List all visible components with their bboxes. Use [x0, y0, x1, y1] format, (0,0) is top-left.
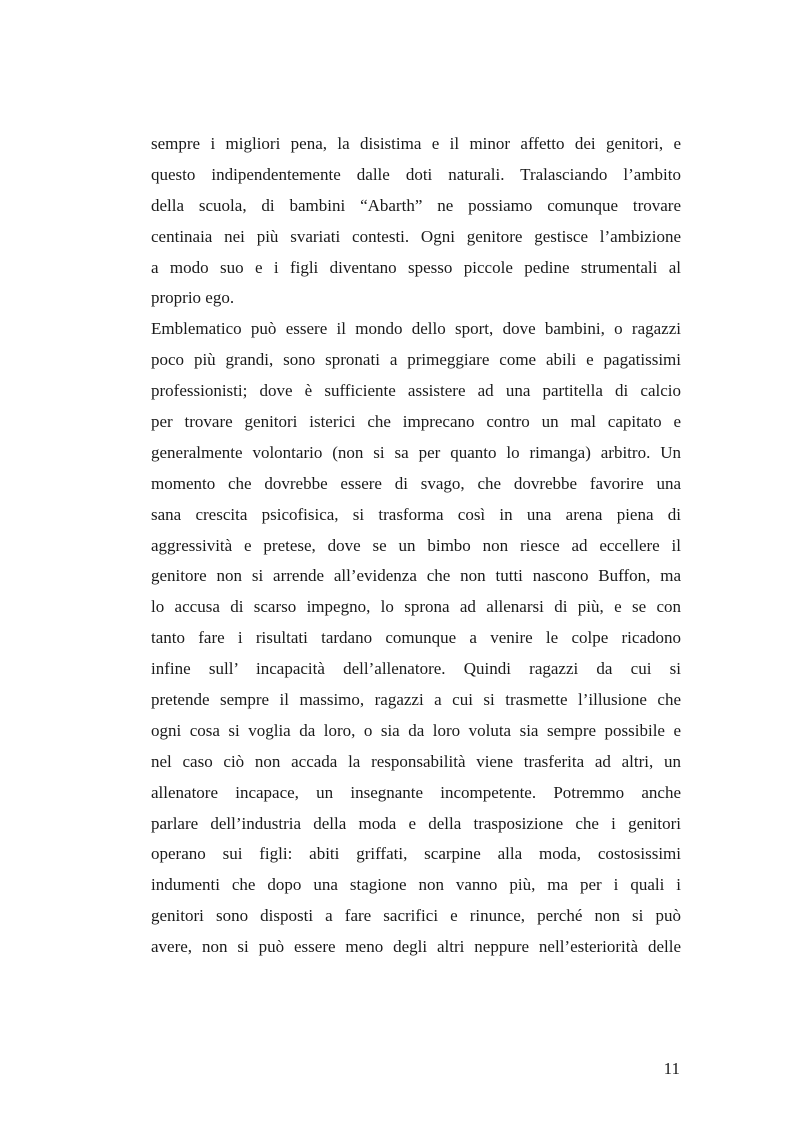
- text-line: nel caso ciò non accada la responsabilità viene trasferita ad altri, un: [151, 751, 681, 771]
- text-line: tanto fare i risultati tardano comunque a venire le colpe ricadono: [151, 628, 681, 648]
- text-line: indumenti che dopo una stagione non vanno più, ma per i quali i: [151, 875, 681, 895]
- text-line: pretende sempre il massimo, ragazzi a cui si trasmette l’illusione che: [151, 690, 681, 710]
- text-line: ogni cosa si voglia da loro, o sia da loro voluta sia sempre possibile e: [151, 720, 681, 740]
- text-line: della scuola, di bambini “Abarth” ne possiamo comunque trovare: [151, 195, 681, 215]
- text-line: genitore non si arrende all’evidenza che non tutti nascono Buffon, ma: [151, 566, 681, 586]
- text-line: generalmente volontario (non si sa per quanto lo rimanga) arbitro. Un: [151, 442, 681, 462]
- page-number: 11: [663, 1059, 680, 1078]
- text-line: genitori sono disposti a fare sacrifici e rinunce, perché non si può: [151, 906, 681, 926]
- text-line: aggressività e pretese, dove se un bimbo non riesce ad eccellere il: [151, 535, 681, 555]
- text-line: centinaia nei più svariati contesti. Ogni genitore gestisce l’ambizione: [151, 226, 681, 246]
- text-line: lo accusa di scarso impegno, lo sprona ad allenarsi di più, e se con: [151, 597, 681, 617]
- text-line: sana crescita psicofisica, si trasforma così in una arena piena di: [151, 504, 681, 524]
- text-line: per trovare genitori isterici che imprecano contro un mal capitato e: [151, 412, 681, 432]
- text-line: allenatore incapace, un insegnante incompetente. Potremmo anche: [151, 782, 681, 802]
- text-line: parlare dell’industria della moda e della trasposizione che i genitori: [151, 813, 681, 833]
- text-line: avere, non si può essere meno degli altri neppure nell’esteriorità delle: [151, 937, 681, 957]
- text-line: operano sui figli: abiti griffati, scarpine alla moda, costosissimi: [151, 844, 681, 864]
- text-line: infine sull’ incapacità dell’allenatore. Quindi ragazzi da cui si: [151, 659, 681, 679]
- body-text: [151, 129, 681, 963]
- text-line: momento che dovrebbe essere di svago, che dovrebbe favorire una: [151, 473, 681, 493]
- text-line: questo indipendentemente dalle doti naturali. Tralasciando l’ambito: [151, 164, 681, 184]
- text-line: poco più grandi, sono spronati a primeggiare come abili e pagatissimi: [151, 350, 681, 370]
- text-line: Emblematico può essere il mondo dello sport, dove bambini, o ragazzi: [151, 319, 681, 339]
- text-line: a modo suo e i figli diventano spesso piccole pedine strumentali al: [151, 257, 681, 277]
- text-line: proprio ego.: [151, 288, 235, 308]
- text-line: professionisti; dove è sufficiente assistere ad una partitella di calcio: [151, 381, 681, 401]
- text-line: sempre i migliori pena, la disistima e il minor affetto dei genitori, e: [151, 134, 681, 153]
